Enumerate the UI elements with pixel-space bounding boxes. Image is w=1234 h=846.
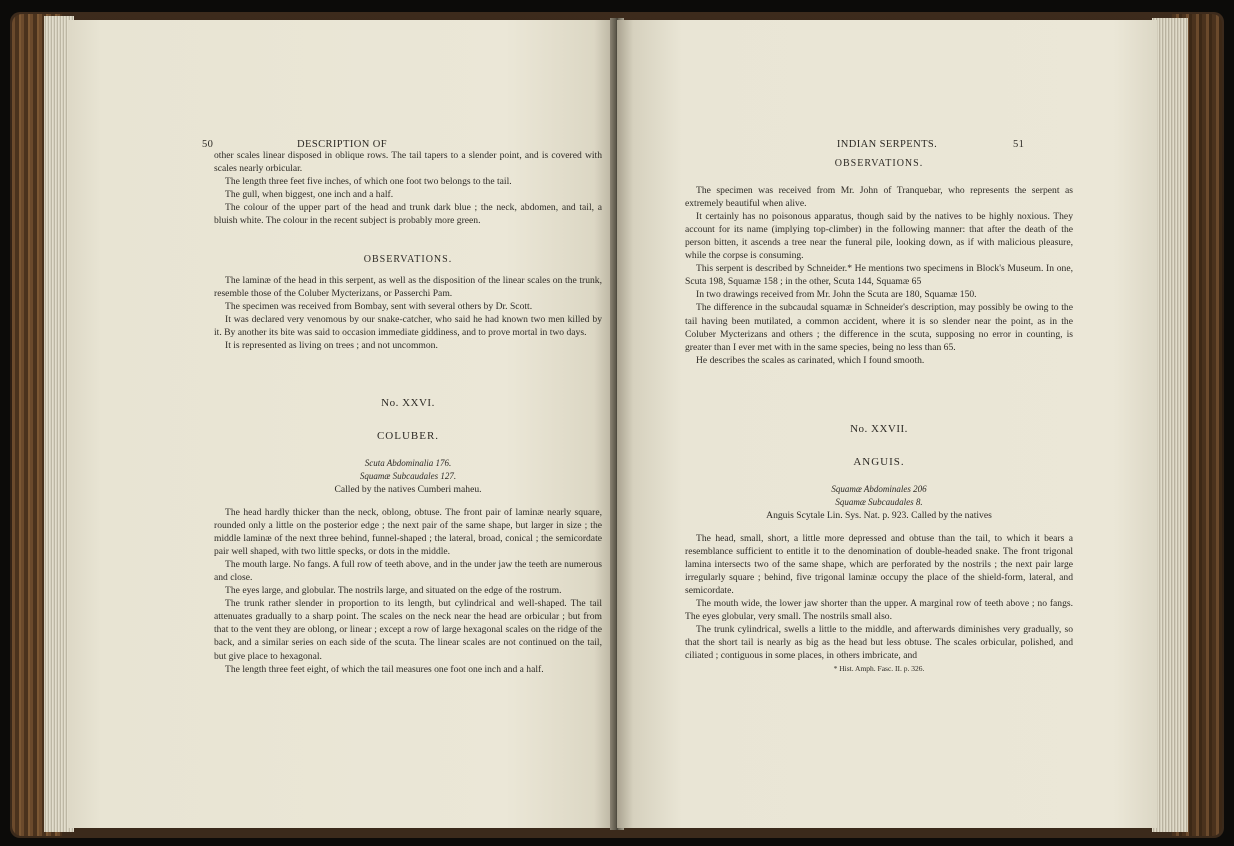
left-running-head: DESCRIPTION OF (297, 139, 387, 150)
abdominal-count: Squamæ Abdominales 206 (831, 484, 927, 495)
left-observations (214, 253, 602, 352)
description-paragraph: The head hardly thicker than the neck, oblong, obtuse. The front pair of laminæ nearly square, rounded only a little on the posterior edge ; the next pair of the same shape, but larger in size ; the middle laminæ of the next three behind, funnel-shaped ; the lateral, broad, conical ; the semicordate pair well shaped, with two little specks, or dots in the middle. (214, 507, 602, 558)
right-page-edges (1152, 18, 1188, 832)
description-paragraph: The eyes large, and globular. The nostrils large, and situated on the edge of the rostrum. (225, 585, 562, 597)
native-name: Called by the natives Cumberi maheu. (334, 484, 482, 496)
intro-paragraph: The colour of the upper part of the head and trunk dark blue ; the neck, abdomen, and tail, a bluish white. The colour in the recent subject is probably more green. (214, 202, 602, 227)
observation-paragraph: The difference in the subcaudal squamæ in Schneider's description, may possibly be owing to the tail having been mutilated, a common accident, where it is so slender near the point, as in the Coluber Mycterizans and others ; the difference in the scuta, supposing no error in counting, is greater than I ever met with in the same species, being no less than 65. (685, 302, 1073, 353)
left-page (68, 20, 616, 828)
right-running-head: INDIAN SERPENTS. (836, 139, 938, 150)
left-page-text (214, 149, 602, 227)
description-paragraph: The head, small, short, a little more depressed and obtuse than the tail, to which it bears a resemblance sufficient to entitle it to the denomination of double-headed snake. The front trigonal lamina intersects two of the same shape, which are perforated by the nostrils ; the next pair large irregularly square ; behind, five trigonal laminæ occupy the place of the shield-form, lateral, and semicordate. (685, 533, 1073, 597)
observations-heading: OBSERVATIONS. (834, 158, 924, 169)
left-species-header (214, 397, 602, 496)
right-species-header (685, 423, 1073, 522)
right-page-number: 51 (1013, 139, 1025, 150)
subcaudal-count: Squamæ Subcaudales 8. (835, 497, 923, 508)
observation-paragraph: It certainly has no poisonous apparatus, though said by the natives to be highly noxious. They account for its name (implying top-climber) in the following manner: that after the death of the person bitten, it ascends a tree near the funeral pile, looking down, as if with malicious pleasure, while the corpse is consuming. (685, 211, 1073, 262)
genus-heading: ANGUIS. (853, 456, 905, 469)
species-number: No. XXVI. (381, 397, 435, 409)
observation-paragraph: It is represented as living on trees ; and not uncommon. (225, 340, 438, 352)
left-page-number: 50 (202, 139, 214, 150)
observation-paragraph: In two drawings received from Mr. John the Scuta are 180, Squamæ 150. (696, 289, 977, 301)
observation-paragraph: The laminæ of the head in this serpent, as well as the disposition of the linear scales on the trunk, resemble those of the Coluber Mycterizans, or Passerchi Pam. (214, 275, 602, 300)
scuta-count: Scuta Abdominalia 176. (364, 458, 452, 469)
intro-paragraph: The gull, when biggest, one inch and a half. (225, 189, 394, 201)
squamae-count: Squamæ Subcaudales 127. (359, 471, 457, 482)
intro-paragraph: The length three feet five inches, of which one foot two belongs to the tail. (225, 176, 512, 188)
observations-heading: OBSERVATIONS. (363, 254, 453, 265)
observation-paragraph: It was declared very venomous by our snake-catcher, who said he had known two men killed by it. By another its bite was said to occasion immediate giddiness, and to prove mortal in two days. (214, 314, 602, 339)
observation-paragraph: The specimen was received from Bombay, sent with several others by Dr. Scott. (225, 301, 533, 313)
genus-heading: COLUBER. (376, 430, 440, 443)
right-page (617, 20, 1157, 828)
observation-paragraph: The specimen was received from Mr. John of Tranquebar, who represents the serpent as extremely beautiful when alive. (685, 185, 1073, 210)
description-paragraph: The mouth wide, the lower jaw shorter than the upper. A marginal row of teeth above ; no fangs. The eyes globular, very small. The nostrils small also. (685, 598, 1073, 623)
left-description (214, 506, 602, 676)
description-paragraph: The trunk rather slender in proportion to its length, but cylindrical and well-shaped. The tail attenuates gradually to a sharp point. The scales on the neck near the head are orbicular ; but from that to the vent they are oblong, or linear ; except a row of large hexagonal scales on the ridge of the back, and a similar series on each side of the scuta. The linear scales are not continued on the tail, but give place to hexagonal. (214, 598, 602, 662)
right-description (685, 532, 1073, 676)
species-number: No. XXVII. (850, 423, 908, 435)
description-paragraph: The length three feet eight, of which the tail measures one foot one inch and a half. (225, 663, 544, 675)
observation-paragraph: He describes the scales as carinated, which I found smooth. (696, 354, 925, 366)
right-observations (685, 157, 1073, 367)
description-paragraph: The mouth large. No fangs. A full row of teeth above, and in the under jaw the teeth are numerous and close. (214, 559, 602, 584)
linnaean-reference: Anguis Scytale Lin. Sys. Nat. p. 923. Called by the natives (766, 510, 992, 522)
intro-paragraph: other scales linear disposed in oblique rows. The tail tapers to a slender point, and is covered with scales nearly orbicular. (214, 150, 602, 175)
footnote: * Hist. Amph. Fasc. II. p. 326. (833, 664, 925, 674)
description-paragraph: The trunk cylindrical, swells a little to the middle, and afterwards diminishes very gradually, so that the short tail is nearly as big as the head but less obtuse. The scales orbicular, polished, and ciliated ; contiguous in some places, in others imbricate, and (685, 624, 1073, 662)
observation-paragraph: This serpent is described by Schneider.* He mentions two specimens in Block's Museum. In one, Scuta 198, Squamæ 158 ; in the other, Scuta 144, Squamæ 65 (685, 263, 1073, 288)
